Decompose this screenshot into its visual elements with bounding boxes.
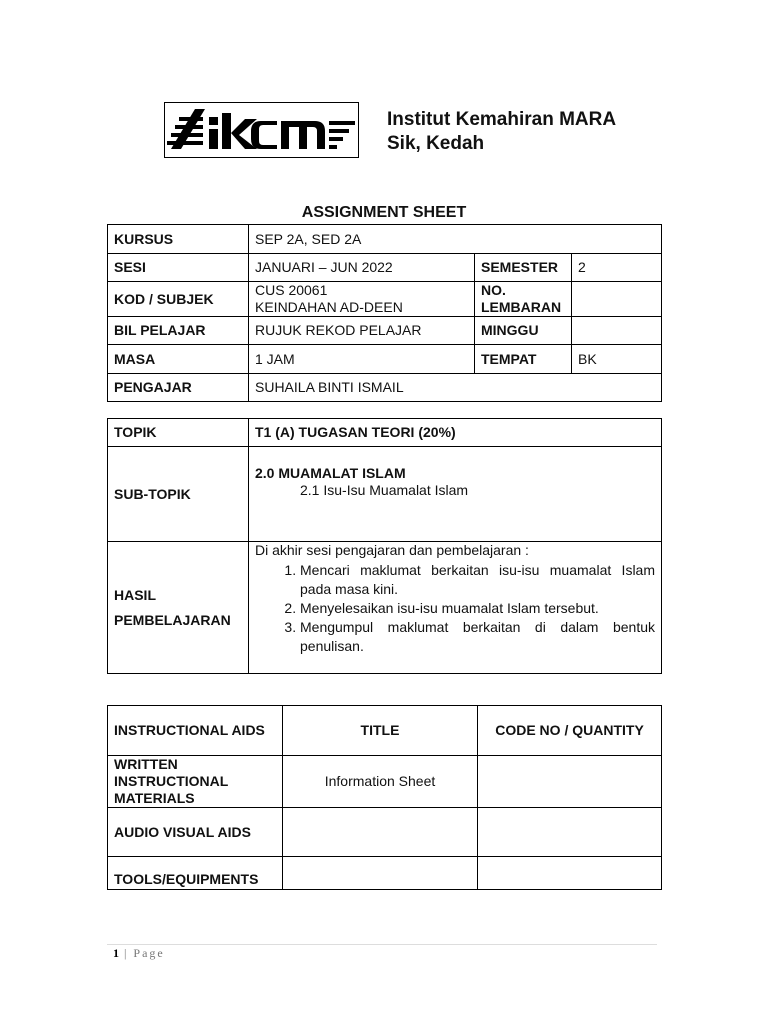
table-row [108,447,662,542]
sesi-value: JANUARI – JUN 2022 [249,254,475,282]
masa-value: 1 JAM [249,345,475,374]
table-row [108,282,662,317]
aid-code [478,756,662,808]
kod-code: CUS 20061 [255,282,328,298]
semester-label: SEMESTER [475,254,572,282]
institution-name: Institut Kemahiran MARA [387,109,617,130]
masa-label: MASA [108,345,249,374]
title-header: TITLE [283,706,478,756]
table-row [108,419,662,447]
tempat-label: TEMPAT [475,345,572,374]
kursus-label: KURSUS [108,225,249,254]
aid-code [478,857,662,890]
minggu-value [572,317,662,345]
table-row [108,345,662,374]
subtopik-label: SUB-TOPIK [108,447,249,542]
subtopik-heading: 2.0 MUAMALAT ISLAM [255,465,406,481]
lembaran-label-line2: LEMBARAN [481,299,562,315]
code-header: CODE NO / QUANTITY [478,706,662,756]
outcome-list [255,561,655,656]
pengajar-label: PENGAJAR [108,374,249,402]
kod-label: KOD / SUBJEK [108,282,249,317]
aid-title [283,808,478,857]
list-item: 2. Menyelesaikan isu-isu muamalat Islam tersebut. [300,599,655,618]
table-row [108,225,662,254]
list-item: 3. Mengumpul maklumat berkaitan di dalam bentuk penulisan. [300,618,655,656]
aid-label: WRITTEN INSTRUCTIONAL MATERIALS [108,756,283,808]
instructional-aids-table [107,705,662,890]
hasil-label [108,542,249,674]
kursus-value: SEP 2A, SED 2A [249,225,662,254]
aid-title: Information Sheet [283,756,478,808]
topik-value: T1 (A) TUGASAN TEORI (20%) [249,419,662,447]
table-row [108,254,662,282]
hasil-value [249,542,662,674]
aid-label: TOOLS/EQUIPMENTS [108,857,283,890]
tempat-value: BK [572,345,662,374]
kod-subject: KEINDAHAN AD-DEEN [255,299,403,315]
table-header-row [108,706,662,756]
table-row [108,374,662,402]
aid-label: AUDIO VISUAL AIDS [108,808,283,857]
page-word: Page [133,946,165,960]
bil-value: RUJUK REKOD PELAJAR [249,317,475,345]
table-row [108,756,662,808]
institution-location: Sik, Kedah [387,133,485,154]
bil-label: BIL PELAJAR [108,317,249,345]
topik-label: TOPIK [108,419,249,447]
page-number: 1 [113,946,119,960]
sesi-label: SESI [108,254,249,282]
footer-divider [107,944,657,945]
table-row [108,857,662,890]
aid-title [283,857,478,890]
lembaran-label-line1: NO. [481,282,506,298]
aid-code [478,808,662,857]
hasil-label-line1: HASIL [114,586,156,603]
course-info-table [107,224,662,402]
hasil-label-line2: PEMBELAJARAN [114,611,231,628]
hasil-intro: Di akhir sesi pengajaran dan pembelajaran : [255,542,529,558]
institution-name-block [387,108,616,156]
lembaran-label [475,282,572,317]
subtopik-item: 2.1 Isu-Isu Muamalat Islam [300,482,469,498]
table-row [108,808,662,857]
list-item: 1. Mencari maklumat berkaitan isu-isu muamalat Islam pada masa kini. [300,561,655,599]
topic-table [107,418,662,674]
minggu-label: MINGGU [475,317,572,345]
footer-separator: | [119,946,134,960]
kod-value [249,282,475,317]
lembaran-value [572,282,662,317]
institution-logo [164,102,359,158]
pengajar-value: SUHAILA BINTI ISMAIL [249,374,662,402]
subtopik-value [249,447,662,542]
table-row [108,542,662,674]
aids-header: INSTRUCTIONAL AIDS [108,706,283,756]
document-title: ASSIGNMENT SHEET [301,204,467,221]
semester-value: 2 [572,254,662,282]
page-footer [113,946,165,961]
table-row [108,317,662,345]
